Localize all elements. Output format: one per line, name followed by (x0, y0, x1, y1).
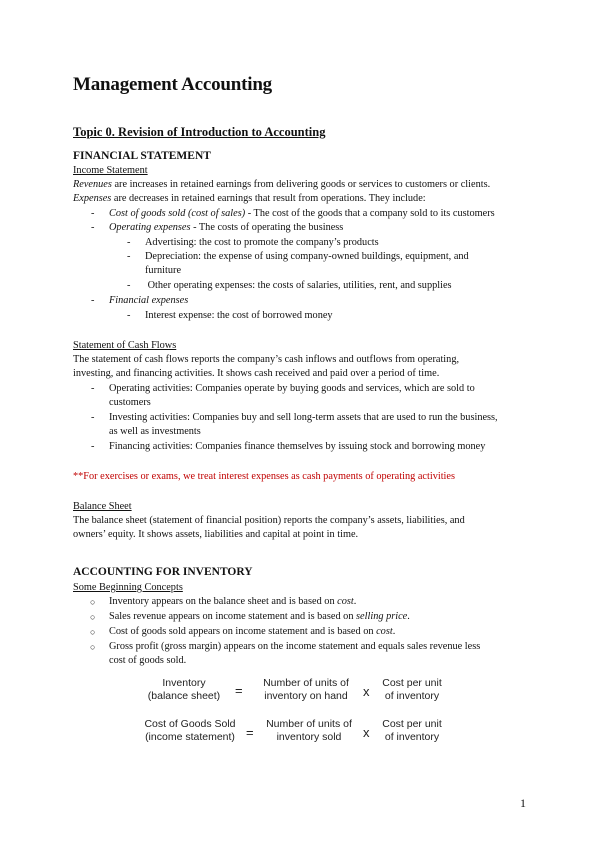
page-title: Management Accounting (73, 74, 272, 95)
advertising-item: Advertising: the cost to promote the company’s products (145, 237, 379, 248)
formula1-mid-line2: inventory on hand (264, 689, 348, 702)
inventory-formulas (138, 674, 450, 748)
formula1-times: x (363, 684, 370, 699)
formula1-lhs (138, 677, 230, 702)
cash-flows-para-line2: investing, and financing activities. It shows cash received and paid over a period of time. (73, 368, 440, 379)
formula2-lhs-line1: Cost of Goods Sold (144, 718, 236, 730)
cogs-text: - The cost of the goods that a company sold to its customers (245, 208, 495, 219)
concept-gross-profit-line1: Gross profit (gross margin) appears on the income statement and equals sales revenue less (109, 641, 481, 652)
inventory-heading: ACCOUNTING FOR INVENTORY (73, 566, 253, 578)
formula2-rhs (374, 718, 450, 743)
expenses-term: Expenses (73, 193, 112, 204)
concept-end: . (407, 611, 410, 622)
financial-statement-heading: FINANCIAL STATEMENT (73, 150, 211, 162)
dash-bullet: - (91, 208, 95, 219)
concept-emphasis: cost (376, 626, 393, 637)
beginning-concepts-heading: Some Beginning Concepts (73, 582, 183, 593)
balance-sheet-para-line1: The balance sheet (statement of financial position) reports the company’s assets, liabilities, and (73, 515, 465, 526)
financial-expenses-item: Financial expenses (109, 295, 189, 306)
concept-gross-profit-line2: cost of goods sold. (109, 655, 187, 666)
opex-text: - The costs of operating the business (190, 222, 344, 233)
cash-flows-heading: Statement of Cash Flows (73, 340, 177, 351)
topic-heading: Topic 0. Revision of Introduction to Accounting (73, 125, 326, 139)
circle-bullet: ○ (90, 642, 96, 652)
expenses-paragraph (73, 192, 426, 206)
interest-item: Interest expense: the cost of borrowed money (145, 310, 333, 321)
concept-text: Inventory appears on the balance sheet and is based on (109, 596, 338, 607)
formula1-middle (251, 677, 361, 702)
financing-activities-item: Financing activities: Companies finance themselves by issuing stock and borrowing money (109, 441, 486, 452)
dash-bullet: - (91, 222, 95, 233)
dash-bullet: - (91, 441, 95, 452)
other-opex-item: Other operating expenses: the costs of salaries, utilities, rent, and supplies (145, 280, 452, 291)
formula1-lhs-line2: (balance sheet) (147, 689, 221, 702)
operating-activities-line2: customers (109, 397, 151, 408)
opex-item (109, 221, 343, 235)
concept-end: . (353, 596, 357, 607)
balance-sheet-para-line2: owners’ equity. It shows assets, liabilities and capital at point in time. (73, 529, 359, 540)
dash-bullet: - (91, 295, 95, 306)
circle-bullet: ○ (90, 627, 96, 637)
opex-term: Operating expenses (109, 222, 191, 233)
investing-activities-line2: as well as investments (109, 426, 201, 437)
dash-bullet: - (127, 237, 131, 248)
formula1-rhs-line2: of inventory (384, 689, 440, 702)
investing-activities-line1: Investing activities: Companies buy and sell long-term assets that are used to run the business, (109, 412, 498, 423)
concept-emphasis: selling price (356, 611, 408, 622)
formula2-mid-line1: Number of units of (266, 718, 352, 730)
formula1-mid-line1: Number of units of (263, 677, 349, 689)
cogs-item (109, 207, 495, 221)
expenses-text: are decreases in retained earnings that result from operations. They include: (111, 193, 426, 204)
dash-bullet: - (127, 280, 131, 291)
concept-cogs (109, 625, 395, 639)
revenues-paragraph (73, 178, 490, 192)
concept-text: Cost of goods sold appears on income statement and is based on (109, 626, 377, 637)
formula1-equals: = (235, 683, 243, 698)
dash-bullet: - (91, 383, 95, 394)
formula1-lhs-line1: Inventory (162, 677, 206, 689)
dash-bullet: - (127, 310, 131, 321)
operating-activities-line1: Operating activities: Companies operate by buying goods and services, which are sold to (109, 383, 475, 394)
formula2-rhs-line2: of inventory (384, 730, 440, 743)
cash-flows-para-line1: The statement of cash flows reports the company’s cash inflows and outflows from operating, (73, 354, 460, 365)
concept-inventory (109, 595, 356, 609)
concept-sales-revenue (109, 610, 410, 624)
formula2-rhs-line1: Cost per unit (382, 718, 442, 730)
concept-end: . (392, 626, 396, 637)
page-number: 1 (520, 796, 526, 810)
exam-note: **For exercises or exams, we treat interest expenses as cash payments of operating activities (73, 471, 456, 482)
balance-sheet-heading: Balance Sheet (73, 501, 132, 512)
formula2-lhs-line2: (income statement) (145, 730, 235, 743)
income-statement-heading: Income Statement (73, 165, 148, 176)
formula2-equals: = (246, 725, 254, 740)
formula2-mid-line2: inventory sold (276, 730, 342, 743)
formula1-rhs-line1: Cost per unit (382, 677, 442, 689)
depreciation-item-line1: Depreciation: the expense of using company-owned buildings, equipment, and (145, 251, 469, 262)
revenues-term: Revenues (73, 179, 112, 190)
concept-text: Sales revenue appears on income statement and is based on (109, 611, 357, 622)
formula1-rhs (374, 677, 450, 702)
formula2-times: x (363, 725, 370, 740)
revenues-text: are increases in retained earnings from delivering goods or services to customers or clients. (111, 179, 491, 190)
circle-bullet: ○ (90, 612, 96, 622)
depreciation-item-line2: furniture (145, 265, 182, 276)
dash-bullet: - (127, 251, 131, 262)
formula2-middle (254, 718, 364, 743)
dash-bullet: - (91, 412, 95, 423)
concept-emphasis: cost (337, 596, 354, 607)
formula2-lhs (138, 718, 242, 743)
cogs-term: Cost of goods sold (cost of sales) (109, 208, 246, 219)
circle-bullet: ○ (90, 597, 96, 607)
